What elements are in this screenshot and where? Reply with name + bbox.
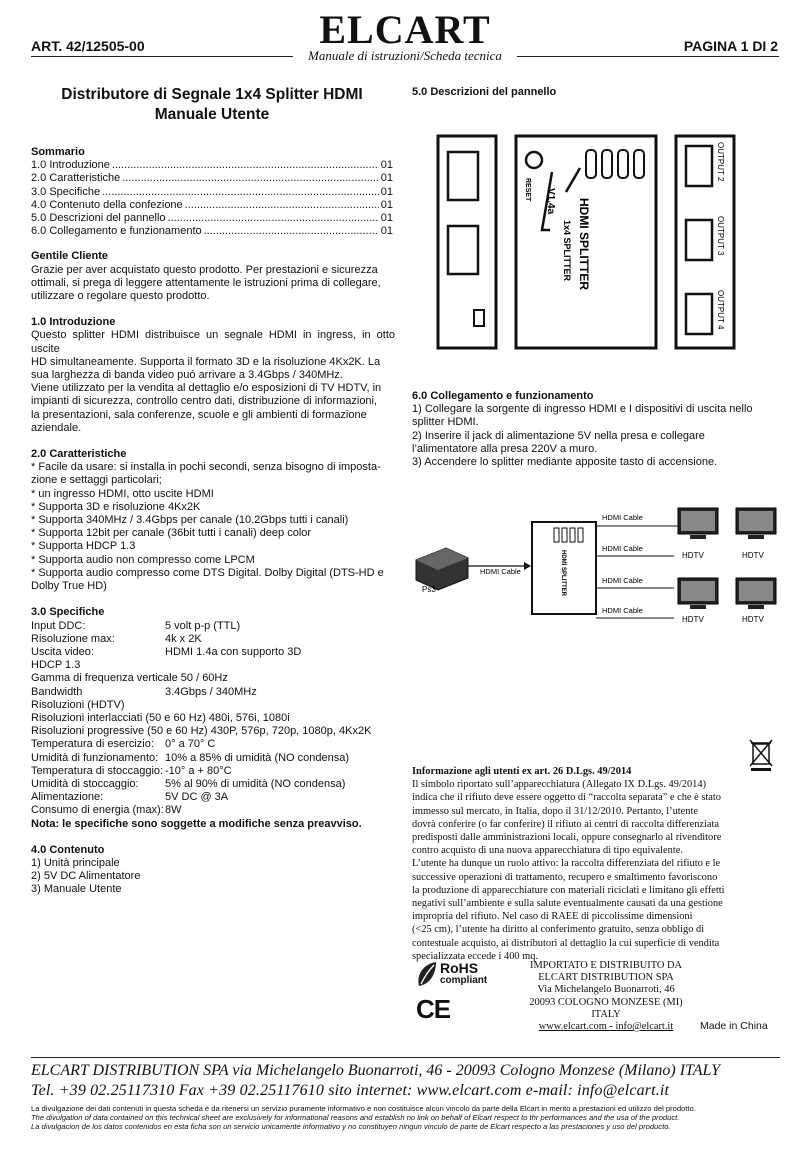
cable-label-3: HDMI Cable — [602, 576, 643, 585]
spec-key: Risoluzione max: — [31, 632, 115, 645]
panel-diagram — [430, 128, 780, 358]
intro-line: Viene utilizzato per la vendita al dettaglio e/o esposizioni di TV HDTV, in — [31, 382, 382, 395]
greeting-line: Grazie per aver acquistato questo prodotto. Per prestazioni e sicurezza — [31, 263, 378, 276]
toc-item-label: 6.0 Collegamento e funzionamento — [31, 225, 202, 238]
spec-row — [31, 659, 395, 672]
weee-line: impropria del rifiuto. Nel caso di RAEE di piccolissime dimensioni — [412, 911, 693, 923]
rohs-text: RoHS — [440, 960, 479, 976]
toc-list — [31, 159, 395, 238]
weee-line: immesso sul mercato, in Italia, dopo il 31/12/2010. Pertanto, l’utente — [412, 805, 698, 817]
weee-line: successive operazioni di trattamento, recupero e smaltimento favoriscono — [412, 871, 718, 883]
spec-key: Bandwidth — [31, 685, 83, 698]
toc-item — [31, 159, 393, 172]
weee-line: dovrà conferire (o far conferire) il rifiuto ai centri di raccolta differenziata — [412, 818, 720, 830]
intro-line: la presentazioni, sala conferenze, scuole e gli ambienti di formazione — [31, 408, 367, 421]
input-cable-label: HDMI Cable — [480, 567, 521, 576]
tv-icon-2 — [736, 508, 776, 539]
tv-icon-1 — [678, 508, 718, 539]
back-panel-left — [438, 128, 499, 348]
importer-block — [504, 960, 708, 1033]
header-rule-right — [517, 56, 779, 57]
splitter-sub-label: 1x4 SPLITTER — [562, 220, 572, 282]
feature-item: zione e settaggi particolari; — [31, 474, 162, 487]
toc-item-page: 01 — [380, 225, 393, 238]
tv-label-4: HDTV — [742, 615, 764, 624]
output3-label: OUTPUT 3 — [716, 216, 725, 256]
splitter-name-label: HDMI SPLITTER — [577, 198, 591, 290]
spec-row — [31, 620, 395, 633]
output4-label: OUTPUT 4 — [716, 290, 725, 330]
tv-label-1: HDTV — [682, 551, 704, 560]
rohs-logo — [416, 960, 490, 990]
connection-step: 3) Accendere lo splitter mediante apposite tasto di accensione. — [412, 456, 718, 469]
connection-heading: 6.0 Collegamento e funzionamento — [412, 390, 594, 402]
intro-line: aziendale. — [31, 421, 82, 434]
spec-key: Temperatura di stoccaggio: — [31, 764, 164, 777]
specs-note: Nota: le specifiche sono soggette a modifiche senza preavviso. — [31, 817, 362, 830]
connection-diagram — [412, 500, 784, 632]
weee-line: contestuale acquisto, ai distributori al dettaglio la cui superficie di vendita — [412, 937, 720, 949]
toc-heading: Sommario — [31, 146, 85, 158]
toc-item-label: 2.0 Caratteristiche — [31, 172, 121, 185]
spec-value: 8W — [165, 804, 182, 817]
spec-key: Temperatura di esercizio: — [31, 738, 154, 751]
intro-line: HD simultaneamente. Supporta il formato 3D e la risoluzione 4Kx2K. La — [31, 355, 381, 368]
toc-item-label: 3.0 Specifiche — [31, 185, 101, 198]
intro-line: impianti di sicurezza, controllo centro dati, distribuzione di informazioni, — [31, 395, 378, 408]
importer-line: Via Michelangelo Buonarroti, 46 — [537, 984, 675, 996]
connection-step: 2) Inserire il jack di alimentazione 5V nella presa e collegare — [412, 429, 705, 442]
article-number: ART. 42/12505-00 — [31, 38, 145, 54]
weee-line: predisposti dalle amministrazioni locali, oppure consegnarlo al rivenditore — [412, 832, 722, 844]
ps3-console-icon — [416, 548, 468, 594]
made-in: Made in China — [700, 1020, 768, 1032]
spec-row — [31, 765, 395, 778]
feature-item: * Supporta 3D e risoluzione 4Kx2K — [31, 500, 201, 513]
intro-text — [31, 329, 395, 435]
spec-row — [31, 804, 395, 817]
splitter-box-label: HDMI SPLITTER — [560, 550, 566, 596]
weee-line: specializzata eccede i 400 mq. — [412, 950, 539, 962]
toc-leader — [122, 172, 378, 185]
toc-item-label: 4.0 Contenuto della confezione — [31, 198, 183, 211]
spec-key: Consumo di energia (max): — [31, 804, 164, 817]
spec-row — [31, 738, 395, 751]
specs-table — [31, 620, 395, 818]
spec-key: Uscita video: — [31, 645, 94, 658]
importer-line: ELCART DISTRIBUTION SPA — [538, 972, 674, 984]
ce-mark: CE — [416, 994, 451, 1024]
spec-value: -10° a + 80°C — [165, 764, 232, 777]
weee-heading: Informazione agli utenti ex art. 26 D.Lgs. 49/2014 — [412, 766, 632, 777]
document-title — [32, 85, 392, 125]
spec-row — [31, 646, 395, 659]
tv-icon-3 — [678, 578, 718, 609]
spec-row — [31, 686, 395, 699]
weee-line: indica che il rifiuto deve essere oggetto di “raccolta separata” e che è stato — [412, 792, 721, 804]
feature-item: * Supporta 12bit per canale (36bit tutti i canali) deep color — [31, 527, 312, 540]
top-panel — [516, 136, 656, 348]
spec-key: Umidità di stoccaggio: — [31, 777, 139, 790]
feature-item: * un ingresso HDMI, otto uscite HDMI — [31, 487, 214, 500]
footer-contacts: Tel. +39 02.25117310 Fax +39 02.25117610 sito internet: www.elcart.com e-mail: info@elcart.it — [31, 1082, 670, 1099]
panel-heading: 5.0 Descrizioni del pannello — [412, 86, 557, 98]
spec-row — [31, 778, 395, 791]
tv-label-2: HDTV — [742, 551, 764, 560]
feature-item: * Supporta audio non compresso come LPCM — [31, 553, 255, 566]
greeting-line: ottimali, si prega di leggere attentamente le istruzioni prima di collegare, — [31, 276, 381, 289]
spec-value: 10% a 85% di umidità (NO condensa) — [165, 751, 350, 764]
feature-item: * Supporta 340MHz / 3.4Gbps per canale (10.2Gbps tutti i canali) — [31, 514, 349, 527]
spec-row — [31, 633, 395, 646]
spec-key: Umidità di funzionamento: — [31, 751, 159, 764]
disclaimer-it: La divulgazione dei dati contenuti in questa scheda è da ritenersi un servizio puramente informativo e non costituisce alcun vincolo da parte della Elcart in merito a prestazioni ed utilizzo del prodotto. — [31, 1104, 696, 1113]
connection-section — [412, 390, 782, 469]
title-line-1: Distributore di Segnale 1x4 Splitter HDMI — [61, 86, 363, 103]
weee-line: Il simbolo riportato sull’apparecchiatura (Allegato IX D.Lgs. 49/2014) — [412, 779, 707, 791]
connection-step: 1) Collegare la sorgente di ingresso HDMI e I dispositivi di uscita nello — [412, 403, 753, 416]
toc-item-page: 01 — [380, 212, 393, 225]
toc-item-label: 5.0 Descrizioni del pannello — [31, 212, 166, 225]
weee-line: L’utente ha dunque un ruolo attivo: la raccolta differenziata del rifiuto e le — [412, 858, 721, 870]
feature-item: * Facile da usare: si installa in pochi secondi, senza bisogno di imposta- — [31, 461, 381, 474]
toc-item — [31, 199, 393, 212]
toc-item-page: 01 — [380, 185, 393, 198]
weee-line: negativi sull’ambiente e sulla salute eventualmente causati da una gestione — [412, 898, 723, 910]
spec-value: 3.4Gbps / 340MHz — [165, 685, 257, 698]
footer-address: ELCART DISTRIBUTION SPA via Michelangelo Buonarroti, 46 - 20093 Cologno Monzese (Milano) ITALY — [31, 1062, 720, 1079]
spec-row — [31, 672, 395, 685]
feature-item: * Supporta HDCP 1.3 — [31, 540, 136, 553]
greeting-text — [31, 264, 395, 304]
spec-value: 4k x 2K — [165, 632, 202, 645]
cable-label-1: HDMI Cable — [602, 513, 643, 522]
contents-item: 3) Manuale Utente — [31, 883, 122, 896]
spec-key: HDCP 1.3 — [31, 659, 81, 672]
connection-steps — [412, 403, 782, 469]
toc-item — [31, 172, 393, 185]
specs-heading: 3.0 Specifiche — [31, 606, 105, 619]
feature-item: * Supporta audio compresso come DTS Digital. Dolby Digital (DTS-HD e — [31, 566, 384, 579]
toc-item-page: 01 — [380, 198, 393, 211]
toc-leader — [112, 159, 379, 172]
output2-label: OUTPUT 2 — [716, 142, 725, 182]
spec-value: 5% al 90% di umidità (NO condensa) — [165, 777, 346, 790]
intro-line: sua larghezza di banda video puó arrivare a 3.4Gbps / 340MHz. — [31, 369, 343, 382]
weee-line: la produzione di apparecchiature con materiali riciclati e limitano gli effetti — [412, 884, 725, 896]
tv-label-3: HDTV — [682, 615, 704, 624]
spec-row — [31, 712, 395, 725]
header-rule-left — [31, 56, 293, 57]
spec-value: 0° a 70° C — [165, 738, 216, 751]
connection-step: splitter HDMI. — [412, 416, 479, 429]
toc-leader — [168, 212, 379, 225]
spec-row — [31, 752, 395, 765]
disclaimer-es: La divulgacion de los datos contenidos en esta ficha son un servicio unicamente informativo y no constituyen ningun vinculo de parte de Elcart respecto a las prestaciones y uso del producto. — [31, 1122, 671, 1131]
toc-item-label: 1.0 Introduzione — [31, 159, 110, 172]
reset-label: RESET — [524, 178, 531, 202]
toc-leader — [204, 225, 379, 238]
feature-item: Dolby True HD) — [31, 580, 107, 593]
toc-leader — [102, 186, 379, 199]
importer-line: IMPORTATO E DISTRIBUITO DA — [529, 960, 682, 971]
toc-item — [31, 186, 393, 199]
brand-subtitle: Manuale di istruzioni/Scheda tecnica — [308, 48, 502, 63]
toc-item-page: 01 — [380, 172, 393, 185]
spec-value: HDMI 1.4a con supporto 3D — [165, 645, 302, 658]
left-column — [31, 146, 395, 897]
spec-key: Gamma di frequenza verticale 50 / 60Hz — [31, 672, 228, 685]
connection-step: l’alimentatore alla presa 220V a muro. — [412, 442, 598, 455]
spec-value: 5 volt p-p (TTL) — [165, 619, 241, 632]
contents-list — [31, 857, 395, 897]
spec-row — [31, 791, 395, 804]
leaf-icon — [416, 960, 438, 988]
importer-line: 20093 COLOGNO MONZESE (MI) — [529, 996, 683, 1008]
cable-label-2: HDMI Cable — [602, 544, 643, 553]
spec-row — [31, 725, 395, 738]
spec-key: Alimentazione: — [31, 791, 104, 804]
splitter-box — [532, 522, 596, 614]
importer-line: ITALY — [591, 1008, 621, 1020]
contents-item: 2) 5V DC Alimentatore — [31, 870, 141, 883]
weee-text — [412, 778, 778, 963]
rohs-sub: compliant — [440, 975, 488, 986]
weee-line: (<25 cm), l’utente ha diritto al conferimento gratuito, senza obbligo di — [412, 924, 705, 936]
page-indicator: PAGINA 1 DI 2 — [683, 38, 778, 54]
toc-item-page: 01 — [380, 159, 393, 172]
cable-label-4: HDMI Cable — [602, 606, 643, 615]
source-label: Ps3 — [422, 585, 436, 594]
spec-value: 5V DC @ 3A — [165, 791, 229, 804]
contents-heading: 4.0 Contenuto — [31, 843, 105, 856]
importer-web[interactable]: www.elcart.com - info@elcart.it — [538, 1021, 674, 1033]
greeting-line: utilizzare o regolare questo prodotto. — [31, 290, 210, 303]
features-heading: 2.0 Caratteristiche — [31, 448, 127, 461]
footer-rule — [31, 1057, 780, 1058]
intro-heading: 1.0 Introduzione — [31, 316, 116, 329]
spec-key: Risoluzioni interlacciati (50 e 60 Hz) 480i, 576i, 1080i — [31, 711, 290, 724]
spec-key: Risoluzioni (HDTV) — [31, 698, 125, 711]
weee-line: contro acquisto di una nuova apparecchiatura di tipo equivalente. — [412, 845, 683, 857]
model-label: V1.4a — [545, 188, 556, 215]
contents-item: 1) Unità principale — [31, 856, 120, 869]
tv-icon-4 — [736, 578, 776, 609]
spec-key: Risoluzioni progressive (50 e 60 Hz) 430P, 576p, 720p, 1080p, 4Kx2K — [31, 725, 372, 738]
back-panel-right — [676, 136, 734, 348]
toc-leader — [185, 199, 379, 212]
toc-item — [31, 225, 393, 238]
intro-line: Questo splitter HDMI distribuisce un segnale HDMI in ingress, in otto uscite — [31, 329, 395, 355]
weee-section — [412, 765, 778, 963]
spec-key: Input DDC: — [31, 619, 86, 632]
disclaimer-en: The divulgation of data contained on this technical sheet are exclusively for informational reasons and establish no link on behalf of Elcart respect to thr performances and the usa of the product. — [31, 1113, 680, 1122]
brand-logo: ELCART — [319, 7, 491, 52]
title-line-2: Manuale Utente — [154, 106, 270, 123]
features-list — [31, 461, 395, 593]
toc-item — [31, 212, 393, 225]
greeting-heading: Gentile Cliente — [31, 250, 109, 263]
spec-row — [31, 699, 395, 712]
